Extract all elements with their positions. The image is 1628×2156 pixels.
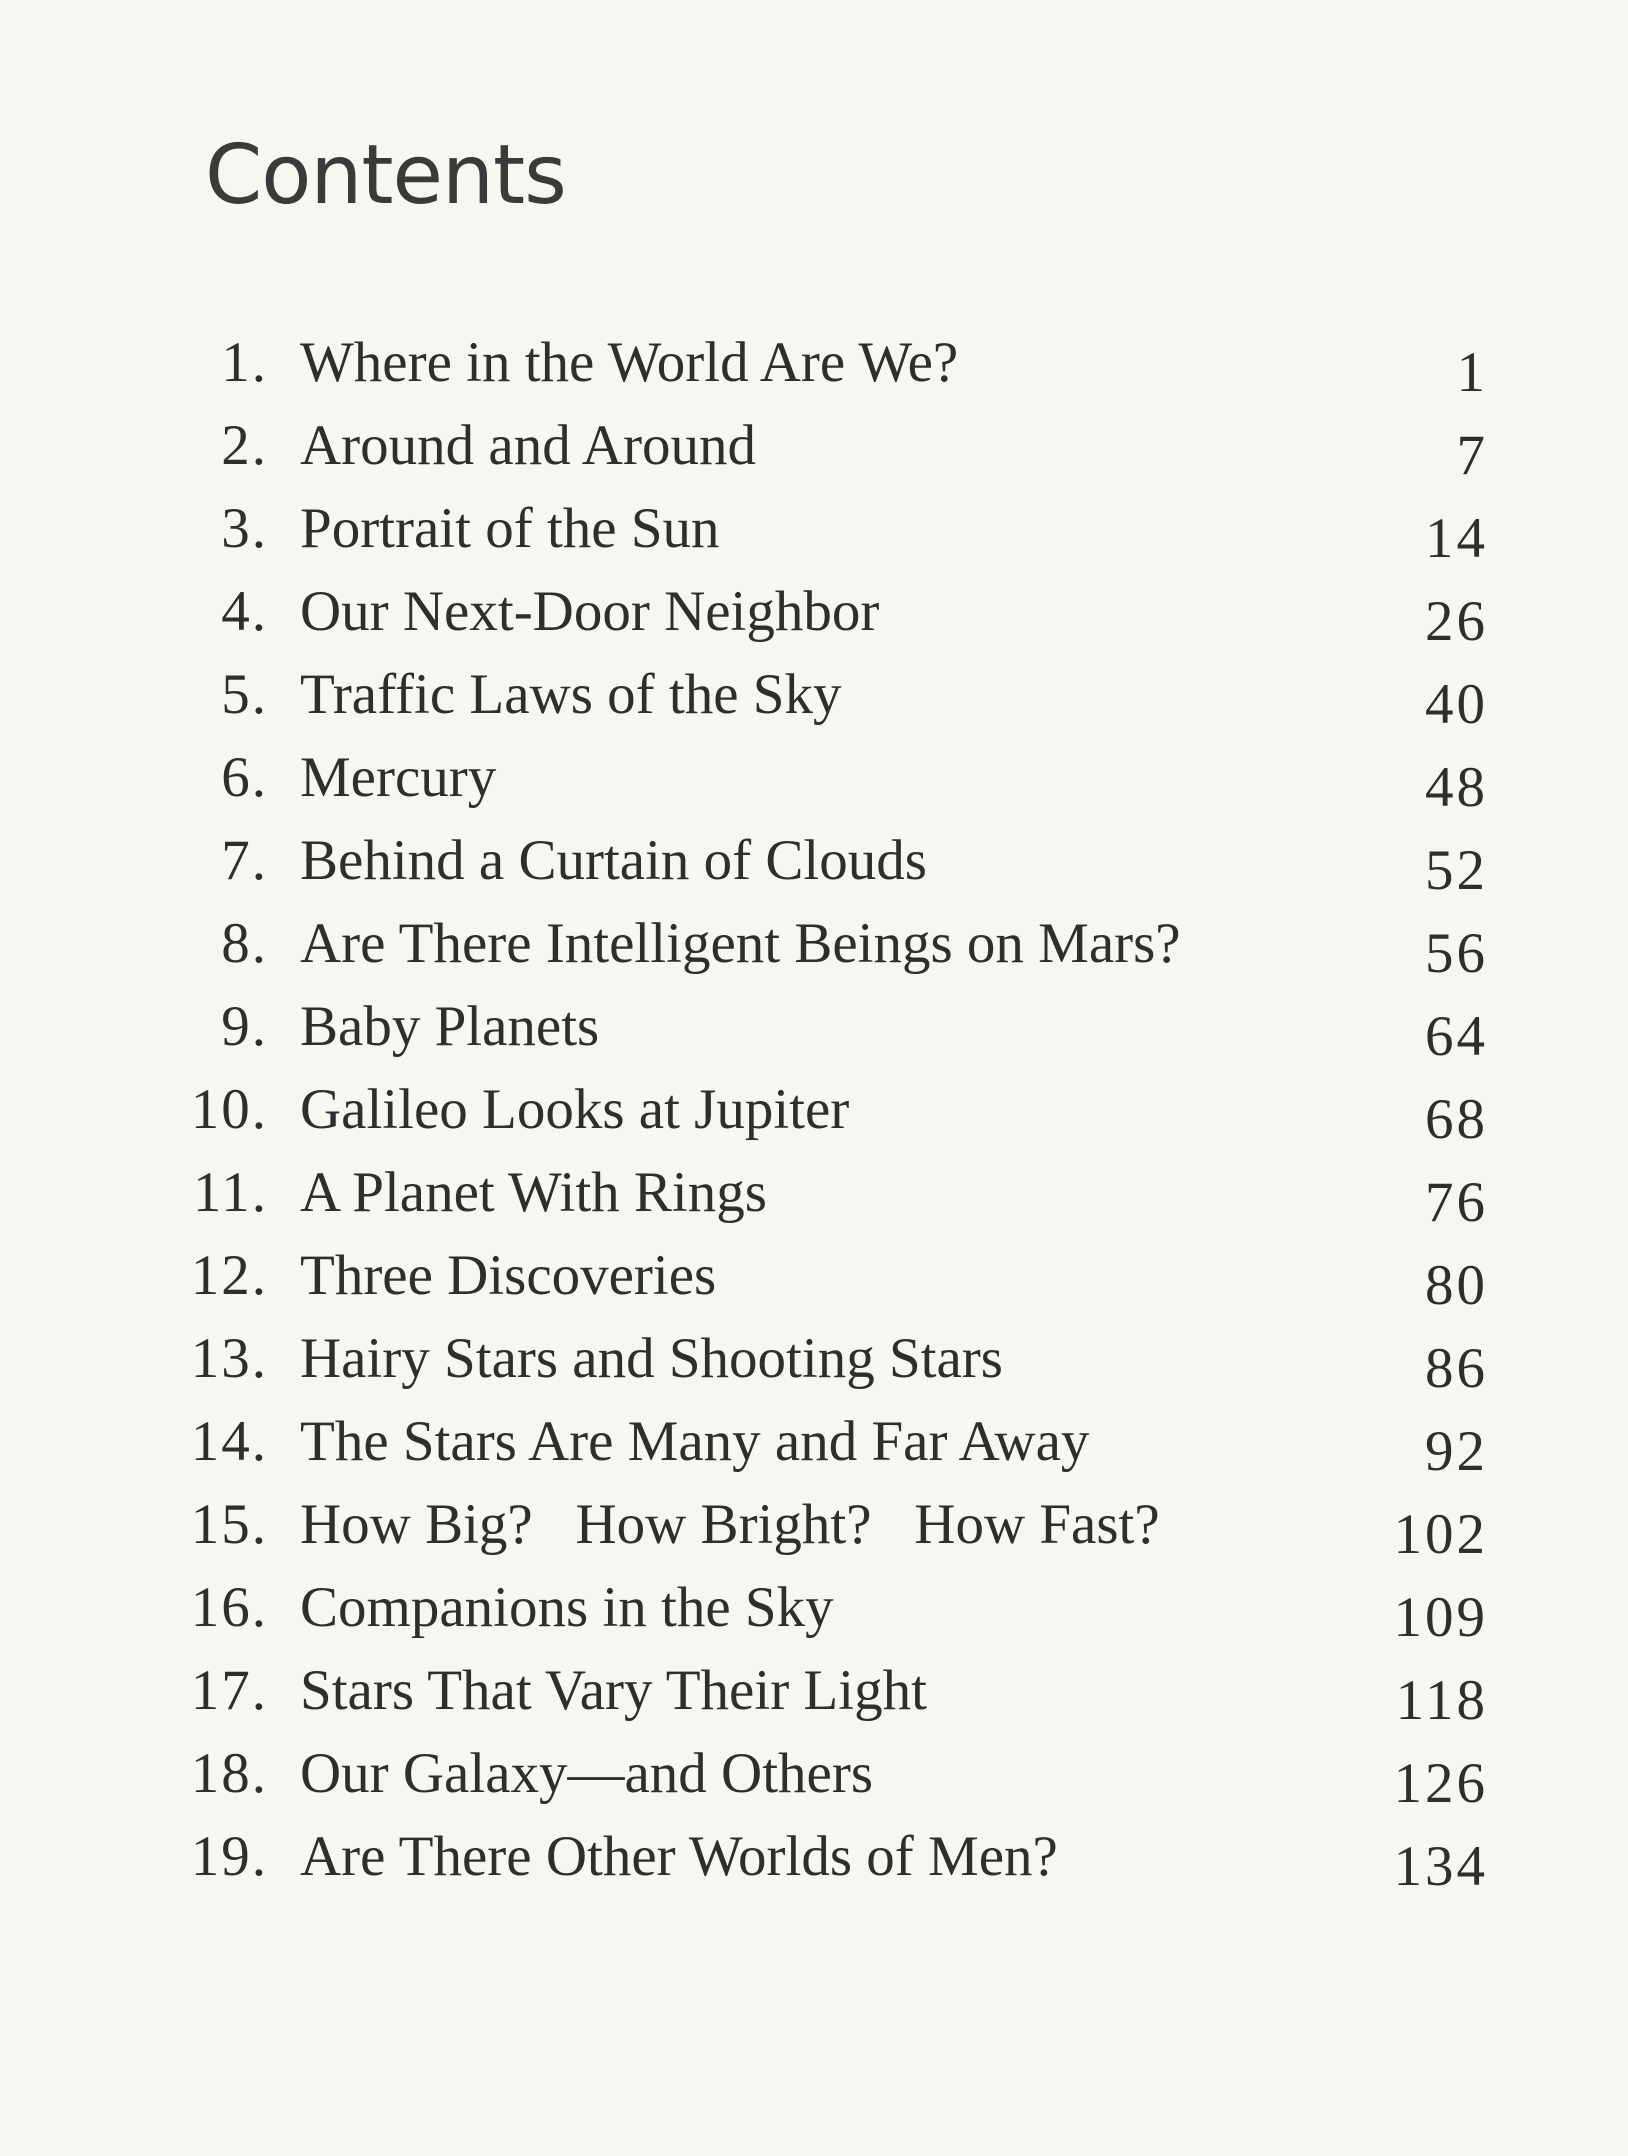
chapter-number: 7. [221, 829, 268, 892]
chapter-title: The Stars Are Many and Far Away [300, 1410, 1090, 1473]
chapter-number: 1. [221, 331, 268, 394]
page-number: 26 [1425, 590, 1488, 653]
page-number: 14 [1425, 507, 1488, 570]
toc-entry-11 [0, 1160, 1628, 1243]
page-number: 102 [1393, 1503, 1488, 1566]
chapter-number: 5. [221, 663, 268, 726]
toc-entry-15 [0, 1492, 1628, 1575]
toc-entry-12 [0, 1243, 1628, 1326]
page-title: Contents [205, 128, 566, 223]
chapter-title: Are There Other Worlds of Men? [300, 1825, 1058, 1888]
toc-entry-1 [0, 330, 1628, 413]
chapter-number: 11. [192, 1161, 268, 1224]
page-number: 68 [1425, 1088, 1488, 1151]
chapter-number: 14. [190, 1410, 268, 1473]
chapter-title: Our Next-Door Neighbor [300, 580, 880, 643]
toc-entry-10 [0, 1077, 1628, 1160]
chapter-number: 9. [221, 995, 268, 1058]
chapter-number: 16. [190, 1576, 268, 1639]
chapter-title: Traffic Laws of the Sky [300, 663, 842, 726]
page-number: 134 [1393, 1835, 1488, 1898]
toc-entry-14 [0, 1409, 1628, 1492]
chapter-title: Mercury [300, 746, 497, 809]
toc-entry-17 [0, 1658, 1628, 1741]
toc-entry-5 [0, 662, 1628, 745]
toc-entry-13 [0, 1326, 1628, 1409]
page-number: 126 [1393, 1752, 1488, 1815]
page-number: 76 [1425, 1171, 1488, 1234]
chapter-title: Portrait of the Sun [300, 497, 720, 560]
chapter-title: Around and Around [300, 414, 756, 477]
page-number: 80 [1425, 1254, 1488, 1317]
toc-entry-8 [0, 911, 1628, 994]
chapter-title: Where in the World Are We? [300, 331, 959, 394]
chapter-number: 10. [190, 1078, 268, 1141]
chapter-number: 13. [190, 1327, 268, 1390]
chapter-number: 8. [221, 912, 268, 975]
chapter-number: 4. [221, 580, 268, 643]
page-number: 64 [1425, 1005, 1488, 1068]
toc-entry-2 [0, 413, 1628, 496]
toc-entry-16 [0, 1575, 1628, 1658]
page-number: 48 [1425, 756, 1488, 819]
page-number: 118 [1395, 1669, 1488, 1732]
toc-entry-6 [0, 745, 1628, 828]
chapter-number: 19. [190, 1825, 268, 1888]
chapter-title: Behind a Curtain of Clouds [300, 829, 927, 892]
chapter-number: 12. [190, 1244, 268, 1307]
page-number: 86 [1425, 1337, 1488, 1400]
chapter-number: 2. [221, 414, 268, 477]
chapter-title: How Big? How Bright? How Fast? [300, 1493, 1160, 1556]
chapter-title: Galileo Looks at Jupiter [300, 1078, 850, 1141]
chapter-number: 17. [190, 1659, 268, 1722]
toc-entry-9 [0, 994, 1628, 1077]
chapter-title: Are There Intelligent Beings on Mars? [300, 912, 1181, 975]
page-number: 40 [1425, 673, 1488, 736]
page-number: 92 [1425, 1420, 1488, 1483]
chapter-number: 3. [221, 497, 268, 560]
toc-entry-3 [0, 496, 1628, 579]
page-number: 56 [1425, 922, 1488, 985]
page-number: 1 [1456, 341, 1488, 404]
chapter-title: Stars That Vary Their Light [300, 1659, 927, 1722]
toc-entry-7 [0, 828, 1628, 911]
chapter-title: Baby Planets [300, 995, 600, 1058]
page-number: 52 [1425, 839, 1488, 902]
toc-entry-4 [0, 579, 1628, 662]
chapter-title: Three Discoveries [300, 1244, 717, 1307]
chapter-title: Companions in the Sky [300, 1576, 834, 1639]
toc-entry-18 [0, 1741, 1628, 1824]
page-number: 109 [1393, 1586, 1488, 1649]
chapter-title: Hairy Stars and Shooting Stars [300, 1327, 1003, 1390]
chapter-number: 6. [221, 746, 268, 809]
table-of-contents [0, 330, 1628, 1907]
chapter-title: Our Galaxy—and Others [300, 1742, 874, 1805]
chapter-title: A Planet With Rings [300, 1161, 767, 1224]
chapter-number: 18. [190, 1742, 268, 1805]
page-number: 7 [1456, 424, 1488, 487]
chapter-number: 15. [190, 1493, 268, 1556]
toc-entry-19 [0, 1824, 1628, 1907]
